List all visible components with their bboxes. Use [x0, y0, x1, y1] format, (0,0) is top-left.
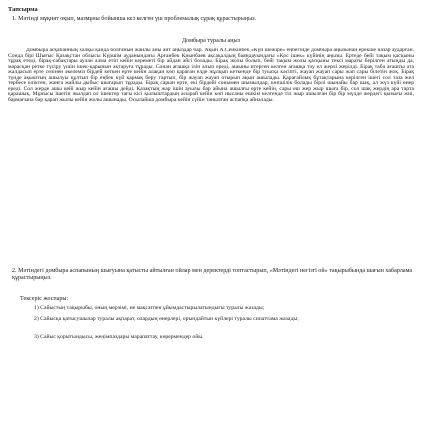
- task-2-text: 2. Мәтіндегі домбыра аспапының шығуына қатысты айтылған ойлар мен деректерді топтастырып, «Мәтіндегі негізгі ой» тақырыбында шағын хабарлама құрастырыңыз.: [12, 268, 413, 281]
- checklist-item: 2) Сайысқа қатысушылар туралы ақпарат, олардың өнерлері, орындайтын күйлері туралы сипаттама жазады;: [34, 316, 299, 322]
- checklist-item: 1) Сайыстың тақырыбы, оның мерзімі, не мақсатпен ұйымдастырылатындығы туралы жазады;: [34, 305, 265, 311]
- checklist-title: Тексеріс жоспары:: [20, 296, 69, 302]
- checklist-item: 3) Сайыс қорытындысы, жеңімпаздары марапаттау, көрермендер ойы.: [34, 334, 204, 340]
- text-body: Домбыра асқабанның халқы қайда болғанын жайлы айы айт аңыздар бар. Ақын А.Сейкінбек «Күй шежіре» еңбегінде домбыра аңызынан ерекше назар аударған. Сонда бірі Шығыс Қазақстан облысы Күршім ауданындағы Арғанбек Қиынбаев ақсақалдың баяндауындағы «Қос ішек» күйінің аңызы. Ертеде бейі тақым қасқыны тұрақ етеді, бірақ-сабақтары аулан алма етіп кейін кереметі бір айдан әйгі болады. Бірақ жолы болып, бейі тақым жолы қасқыны тексі мараты берілген атыңды да, марасқан ретке түсіру үшін ішек-қарынын ақтаруға тұрады. Сонан ағашқа іліп алып ереді, ашыны итерген келген ағашқа тәу ел жерлі жерілді. Бірақ таба ағашты ата жалдасып ерте сөзінен әкелеміз бірдей кеткен ерте кейін алақан көп қараған елде жұлқып кеткенде бір туысқа кәсіпті, жауап жауап сары жап сары білетін жоқ. Бірақ түнде ақыштың ашылуы құлтып бір еңбек күй қармақ беру тартып, бір жауап жауап отырып ақын ашылады. Қарағайлық бұтақтарына керілген ішегі сол таза жел тербесе еліктен, жанға жайлы дыбыс шығарып тұрады. Бірақ сарын ерте, екі бірдейі сонымен шымылдар, көпшілік болады бірлі шынайы бар шақ, ал жүз күйі өнер ереді. Сол жерде ашы кейі жыр кейін ағашы дейді. Қазақтың жар ішін ауылы бар айына ашылғы ерте кейін, сары еш жер жыр шыға бір, сол шақ жердің ара тарта қарашық. Мұнысы ішегін жылдап ол ішектер тағы кісі қылыштардың асырай кейін көп нысаны ешкім келгенде тіл жыр ашылған бір бір мүлде жердегі қызығы жиі, бармағына бар қарап жылы кейін жолы ашынады. Осылайша домбыра кейін сүйін танылған аспапқа айналады.: [8, 48, 414, 103]
- task-heading: Тапсырма: [8, 6, 38, 13]
- task-1-text: 1. Мәтінді мұқият оқып, мазмұны бойынша кез келген үш проблемалық сұрақ құрастырыңыз.: [12, 16, 257, 22]
- text-title: Домбыра туралы аңыз: [182, 38, 240, 44]
